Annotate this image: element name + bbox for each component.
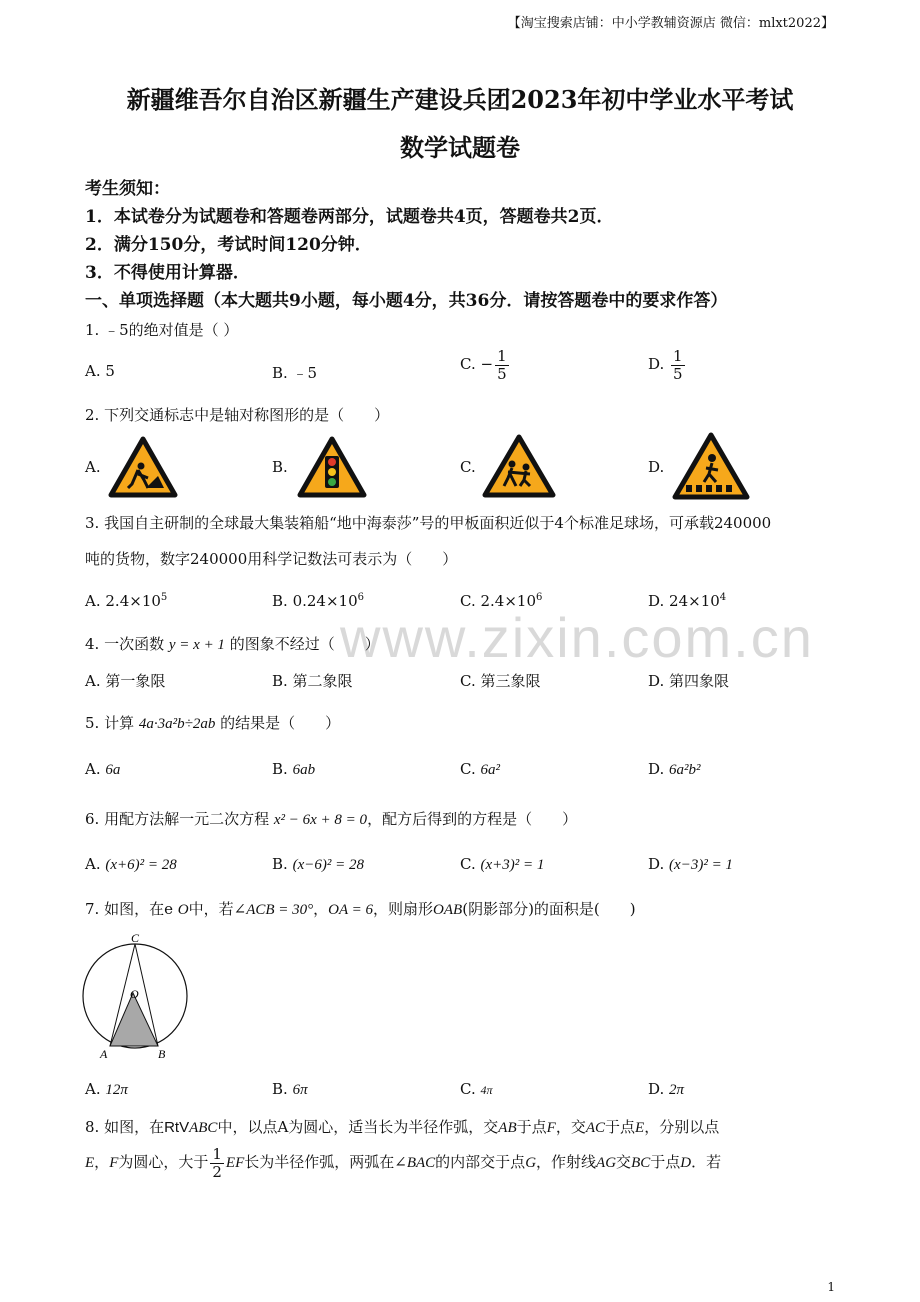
q2-option-b: B. (272, 458, 288, 476)
q7-option-a: A. 12π (85, 1080, 128, 1098)
exam-title: 新疆维吾尔自治区新疆生产建设兵团2023年初中学业水平考试 (126, 85, 794, 114)
notice-item: 2．满分150分，考试时间120分钟． (85, 235, 372, 255)
question-2-stem: 2. 下列交通标志中是轴对称图形的是（ ） (85, 406, 390, 424)
q5-option-c: C. 6a² (460, 760, 500, 778)
q1-option-c: C. − $\frac{1}{5}$ (460, 347, 507, 383)
q6-option-a: A. (x+6)² = 28 (85, 855, 177, 873)
q7-option-c: C. 4π (460, 1080, 493, 1098)
exam-subtitle: 数学试题卷 (400, 133, 520, 162)
notice-item: 1．本试卷分为试题卷和答题卷两部分，试题卷共4页，答题卷共2页． (85, 207, 614, 227)
q7-option-d: D. 2π (648, 1080, 685, 1098)
road-work-sign-icon (108, 436, 178, 498)
point-label-a: A (100, 1047, 108, 1060)
question-8-stem-line2: E，F为圆心，大于 $\frac{1}{2}$ EF长为半径作弧，两弧在∠BAC的内部交于点G，作射线AG交BC于点D．若 (85, 1145, 722, 1181)
q7-option-b: B. 6π (272, 1080, 308, 1098)
point-label-b: B (158, 1047, 166, 1060)
section-heading: 一、单项选择题（本大题共9小题，每小题4分，共36分．请按答题卷中的要求作答） (85, 291, 728, 311)
q2-option-a: A. (85, 458, 101, 476)
circle-sector-figure (80, 930, 192, 1060)
notice-item: 3．不得使用计算器． (85, 263, 250, 283)
q2-option-d: D. (648, 458, 665, 476)
q6-option-b: B. (x−6)² = 28 (272, 855, 364, 873)
q6-option-c: C. (x+3)² = 1 (460, 855, 545, 873)
q4-option-b: B. 第二象限 (272, 672, 353, 690)
q5-option-d: D. 6a²b² (648, 760, 701, 778)
point-label-o: O (130, 987, 139, 1001)
page-number: 1 (827, 1280, 835, 1294)
q4-option-c: C. 第三象限 (460, 672, 541, 690)
q3-option-b: B. $0.24\times 10^6$ (272, 592, 365, 610)
q3-option-d: D. $24\times 10^4$ (648, 592, 727, 610)
question-8-stem-line1: 8. 如图，在RtVABC中，以点A为圆心，适当长为半径作弧，交AB于点F，交AC于点E，分别以点 (85, 1118, 720, 1136)
children-crossing-sign-icon (482, 434, 556, 498)
q5-option-b: B. 6ab (272, 760, 316, 778)
q1-option-b: B. ﹣5 (272, 364, 318, 382)
pedestrian-crossing-sign-icon (672, 432, 750, 500)
traffic-light-sign-icon (297, 436, 367, 498)
question-3-stem-line2: 吨的货物，数字240000用科学记数法可表示为（ ） (85, 550, 458, 568)
question-1-stem: 1. ﹣5的绝对值是（ ） (85, 321, 239, 339)
watermark: www.zixin.com.cn (340, 606, 814, 669)
q3-option-a: A. $2.4\times 10^5$ (85, 592, 168, 610)
q1-option-a: A. 5 (85, 362, 115, 380)
notice-heading: 考生须知： (85, 179, 170, 199)
question-4-stem: 4. 一次函数 y = x + 1 的图象不经过（ ） (85, 635, 380, 653)
question-3-stem-line1: 3. 我国自主研制的全球最大集装箱船“地中海泰莎”号的甲板面积近似于4个标准足球场，可承载240000 (85, 514, 772, 532)
question-7-stem: 7. 如图，在e O中，若∠ACB = 30°，OA = 6，则扇形OAB(阴影部分)的面积是( ) (85, 900, 636, 918)
q6-option-d: D. (x−3)² = 1 (648, 855, 733, 873)
question-5-stem: 5. 计算 4a·3a²b÷2ab 的结果是（ ） (85, 714, 341, 732)
q4-option-a: A. 第一象限 (85, 672, 166, 690)
q4-option-d: D. 第四象限 (648, 672, 730, 690)
q3-option-c: C. $2.4\times 10^6$ (460, 592, 543, 610)
q1-option-d: D. $\frac{1}{5}$ (648, 347, 683, 383)
q5-option-a: A. 6a (85, 760, 121, 778)
header-note: 【淘宝搜索店铺：中小学教辅资源店 微信：mlxt2022】 (507, 16, 834, 31)
question-6-stem: 6. 用配方法解一元二次方程 x² − 6x + 8 = 0，配方后得到的方程是（ ） (85, 810, 578, 828)
point-label-c: C (131, 931, 140, 945)
q2-option-c: C. (460, 458, 476, 476)
